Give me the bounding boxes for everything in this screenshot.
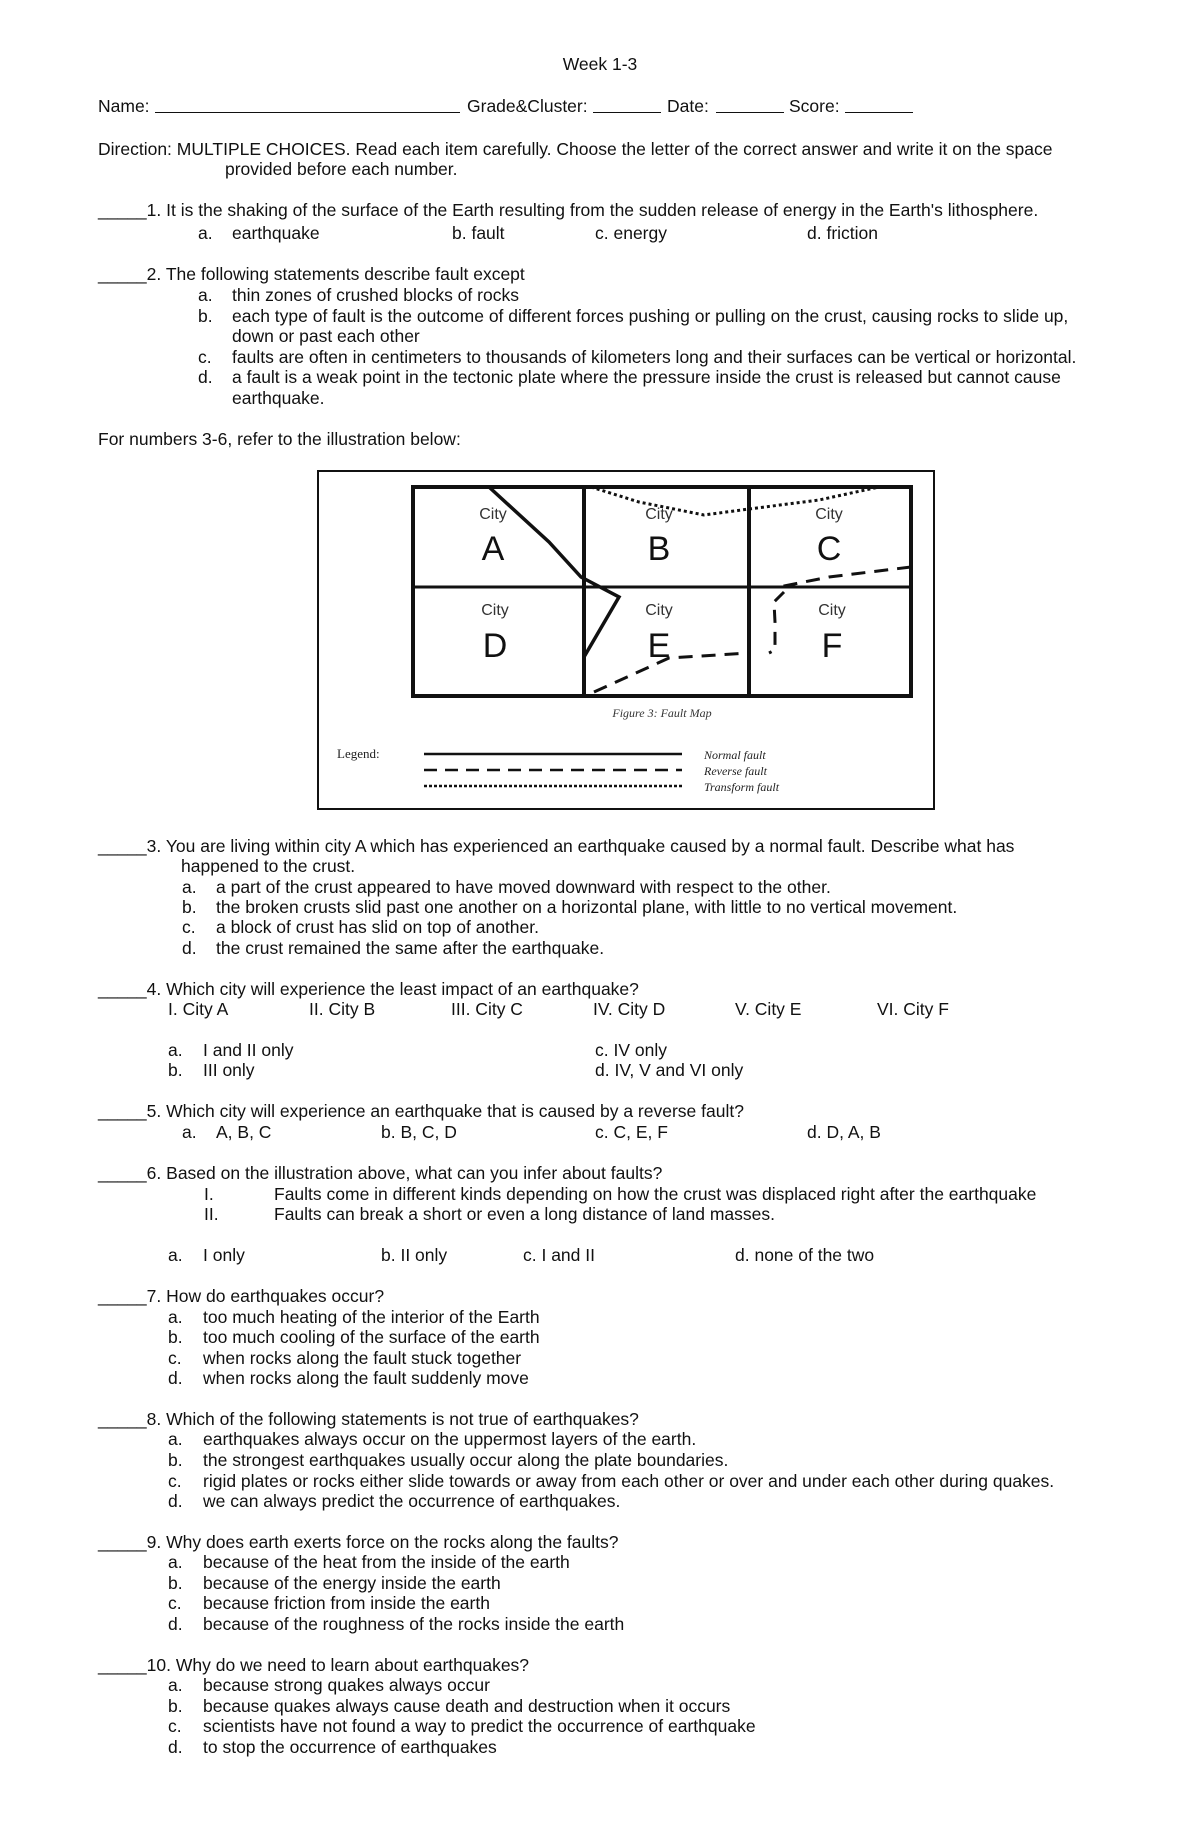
q7-choice-d-letter: d.: [168, 1368, 183, 1388]
reverse-fault-line: [769, 592, 784, 653]
question-4: _____4. Which city will experience the least impact of an earthquake?: [98, 979, 639, 999]
q6-choice-a: I only: [203, 1245, 245, 1265]
city-label: A: [481, 530, 505, 568]
q1-choice-b: b. fault: [452, 223, 505, 243]
score-label: Score:: [789, 96, 840, 116]
q8-choice-a-letter: a.: [168, 1429, 183, 1449]
answer-blank[interactable]: _____: [98, 1655, 147, 1675]
city-label: E: [647, 627, 671, 665]
answer-blank[interactable]: _____: [98, 1286, 147, 1306]
q7-choice-c-letter: c.: [168, 1348, 182, 1368]
q10-choice-c-letter: c.: [168, 1716, 182, 1736]
refer-instruction: For numbers 3-6, refer to the illustration below:: [98, 429, 461, 449]
q2-choice-d-letter: d.: [198, 367, 213, 387]
q9-choice-c: because friction from inside the earth: [203, 1593, 490, 1613]
question-3: _____3. You are living within city A which has experienced an earthquake caused by a normal fault. Describe what has: [98, 836, 1015, 856]
q4-choice-b-letter: b.: [168, 1060, 183, 1080]
q8-choice-b-letter: b.: [168, 1450, 183, 1470]
q4-roman-item: III. City C: [451, 999, 523, 1019]
q9-choice-b-letter: b.: [168, 1573, 183, 1593]
question-9: _____9. Why does earth exerts force on the rocks along the faults?: [98, 1532, 619, 1552]
q2-choice-a: thin zones of crushed blocks of rocks: [232, 285, 519, 305]
q4-choice-d: d. IV, V and VI only: [595, 1060, 744, 1080]
q6-statement-ii: Faults can break a short or even a long distance of land masses.: [274, 1204, 775, 1224]
normal-fault-line: [489, 487, 619, 657]
direction-text-cont: provided before each number.: [225, 159, 458, 179]
date-field[interactable]: [716, 98, 784, 113]
question-3-cont: happened to the crust.: [181, 856, 356, 876]
q1-choice-a-letter: a.: [198, 223, 213, 243]
city-label: B: [647, 530, 671, 568]
q7-choice-b-letter: b.: [168, 1327, 183, 1347]
grade-field[interactable]: [593, 98, 661, 113]
q10-choice-a: because strong quakes always occur: [203, 1675, 490, 1695]
q1-choice-d: d. friction: [807, 223, 878, 243]
q2-choice-c-letter: c.: [198, 347, 212, 367]
q3-choice-c-letter: c.: [182, 917, 196, 937]
q7-choice-d: when rocks along the fault suddenly move: [203, 1368, 529, 1388]
grade-label: Grade&Cluster:: [467, 96, 588, 116]
answer-blank[interactable]: _____: [98, 1101, 147, 1121]
legend-label: Legend:: [337, 746, 380, 761]
q1-choice-a: earthquake: [232, 223, 320, 243]
q4-roman-item: V. City E: [735, 999, 802, 1019]
q2-choice-b-cont: down or past each other: [232, 326, 420, 346]
q3-choice-d-letter: d.: [182, 938, 197, 958]
q3-choice-d: the crust remained the same after the earthquake.: [216, 938, 605, 958]
city-label: F: [821, 627, 843, 665]
reverse-fault-line: [594, 653, 749, 692]
answer-blank[interactable]: _____: [98, 264, 147, 284]
q2-choice-d-cont: earthquake.: [232, 388, 325, 408]
q2-choice-a-letter: a.: [198, 285, 213, 305]
question-10: _____10. Why do we need to learn about earthquakes?: [98, 1655, 530, 1675]
q7-choice-a-letter: a.: [168, 1307, 183, 1327]
q7-choice-c: when rocks along the fault stuck together: [203, 1348, 522, 1368]
question-6: _____6. Based on the illustration above, what can you infer about faults?: [98, 1163, 663, 1183]
q8-choice-d-letter: d.: [168, 1491, 183, 1511]
city-label: C: [816, 530, 842, 568]
score-field[interactable]: [845, 98, 913, 113]
city-word: City: [645, 506, 673, 523]
question-8: _____8. Which of the following statements is not true of earthquakes?: [98, 1409, 639, 1429]
q6-statement-i-letter: I.: [204, 1184, 214, 1204]
q4-roman-item: II. City B: [309, 999, 376, 1019]
city-word: City: [481, 602, 509, 619]
q6-choice-a-letter: a.: [168, 1245, 183, 1265]
answer-blank[interactable]: _____: [98, 200, 147, 220]
question-2: _____2. The following statements describe fault except: [98, 264, 525, 284]
q3-choice-c: a block of crust has slid on top of another.: [216, 917, 539, 937]
q8-choice-d: we can always predict the occurrence of earthquakes.: [203, 1491, 621, 1511]
q8-choice-c-letter: c.: [168, 1471, 182, 1491]
city-word: City: [479, 506, 507, 523]
q5-choice-a-letter: a.: [182, 1122, 197, 1142]
q10-choice-b: because quakes always cause death and destruction when it occurs: [203, 1696, 731, 1716]
name-label: Name:: [98, 96, 150, 116]
q10-choice-d-letter: d.: [168, 1737, 183, 1757]
q9-choice-a-letter: a.: [168, 1552, 183, 1572]
q10-choice-c: scientists have not found a way to predict the occurrence of earthquake: [203, 1716, 756, 1736]
q4-roman-item: VI. City F: [877, 999, 949, 1019]
fault-map-figure: [317, 470, 935, 810]
q8-choice-a: earthquakes always occur on the uppermost layers of the earth.: [203, 1429, 697, 1449]
q4-choice-a-letter: a.: [168, 1040, 183, 1060]
page-title: Week 1-3: [562, 54, 638, 74]
answer-blank[interactable]: _____: [98, 1163, 147, 1183]
q7-choice-b: too much cooling of the surface of the earth: [203, 1327, 540, 1347]
city-label: D: [482, 627, 508, 665]
q5-choice-d: d. D, A, B: [807, 1122, 881, 1142]
q3-choice-b: the broken crusts slid past one another on a horizontal plane, with little to no vertical movement.: [216, 897, 958, 917]
q9-choice-b: because of the energy inside the earth: [203, 1573, 501, 1593]
q5-choice-a: A, B, C: [216, 1122, 272, 1142]
q8-choice-c: rigid plates or rocks either slide towards or away from each other or over and under each other during quakes.: [203, 1471, 1055, 1491]
q6-choice-d: d. none of the two: [735, 1245, 875, 1265]
q6-choice-c: c. I and II: [523, 1245, 595, 1265]
q6-choice-b: b. II only: [381, 1245, 448, 1265]
q3-choice-a-letter: a.: [182, 877, 197, 897]
q9-choice-d: because of the roughness of the rocks inside the earth: [203, 1614, 625, 1634]
q2-choice-d: a fault is a weak point in the tectonic plate where the pressure inside the crust is released but cannot cause: [232, 367, 1061, 387]
date-label: Date:: [667, 96, 709, 116]
name-field[interactable]: [155, 98, 460, 113]
q5-choice-c: c. C, E, F: [595, 1122, 668, 1142]
q3-choice-a: a part of the crust appeared to have moved downward with respect to the other.: [216, 877, 831, 897]
answer-blank[interactable]: _____: [98, 1409, 147, 1429]
q9-choice-d-letter: d.: [168, 1614, 183, 1634]
direction-text: Direction: MULTIPLE CHOICES. Read each item carefully. Choose the letter of the correct answer and write it on the space: [98, 139, 1053, 159]
legend-reverse-label: Reverse fault: [704, 764, 767, 778]
q4-choice-b: III only: [203, 1060, 255, 1080]
q10-choice-a-letter: a.: [168, 1675, 183, 1695]
question-7: _____7. How do earthquakes occur?: [98, 1286, 385, 1306]
q9-choice-a: because of the heat from the inside of the earth: [203, 1552, 570, 1572]
q5-choice-b: b. B, C, D: [381, 1122, 457, 1142]
city-word: City: [818, 602, 846, 619]
q4-choice-a: I and II only: [203, 1040, 294, 1060]
question-5: _____5. Which city will experience an earthquake that is caused by a reverse fault?: [98, 1101, 744, 1121]
q2-choice-b: each type of fault is the outcome of different forces pushing or pulling on the crust, causing rocks to slide up,: [232, 306, 1069, 326]
answer-blank[interactable]: _____: [98, 979, 147, 999]
q4-choice-c: c. IV only: [595, 1040, 667, 1060]
q7-choice-a: too much heating of the interior of the Earth: [203, 1307, 540, 1327]
question-1: _____1. It is the shaking of the surface of the Earth resulting from the sudden release of energy in the Earth's lithosphere.: [98, 200, 1039, 220]
q4-roman-item: I. City A: [168, 999, 229, 1019]
city-word: City: [815, 506, 843, 523]
q2-choice-c: faults are often in centimeters to thousands of kilometers long and their surfaces can be vertical or horizontal.: [232, 347, 1077, 367]
city-word: City: [645, 602, 673, 619]
q10-choice-b-letter: b.: [168, 1696, 183, 1716]
q6-statement-ii-letter: II.: [204, 1204, 219, 1224]
reverse-fault-line: [779, 567, 911, 587]
q1-choice-c: c. energy: [595, 223, 667, 243]
q8-choice-b: the strongest earthquakes usually occur along the plate boundaries.: [203, 1450, 729, 1470]
q9-choice-c-letter: c.: [168, 1593, 182, 1613]
legend-transform-label: Transform fault: [704, 780, 780, 794]
legend-normal-label: Normal fault: [704, 748, 766, 762]
figure-caption: Figure 3: Fault Map: [612, 706, 712, 720]
q10-choice-d: to stop the occurrence of earthquakes: [203, 1737, 497, 1757]
q2-choice-b-letter: b.: [198, 306, 213, 326]
answer-blank[interactable]: _____: [98, 1532, 147, 1552]
q4-roman-item: IV. City D: [593, 999, 666, 1019]
q6-statement-i: Faults come in different kinds depending on how the crust was displaced right after the earthquake: [274, 1184, 1037, 1204]
answer-blank[interactable]: _____: [98, 836, 147, 856]
q3-choice-b-letter: b.: [182, 897, 197, 917]
